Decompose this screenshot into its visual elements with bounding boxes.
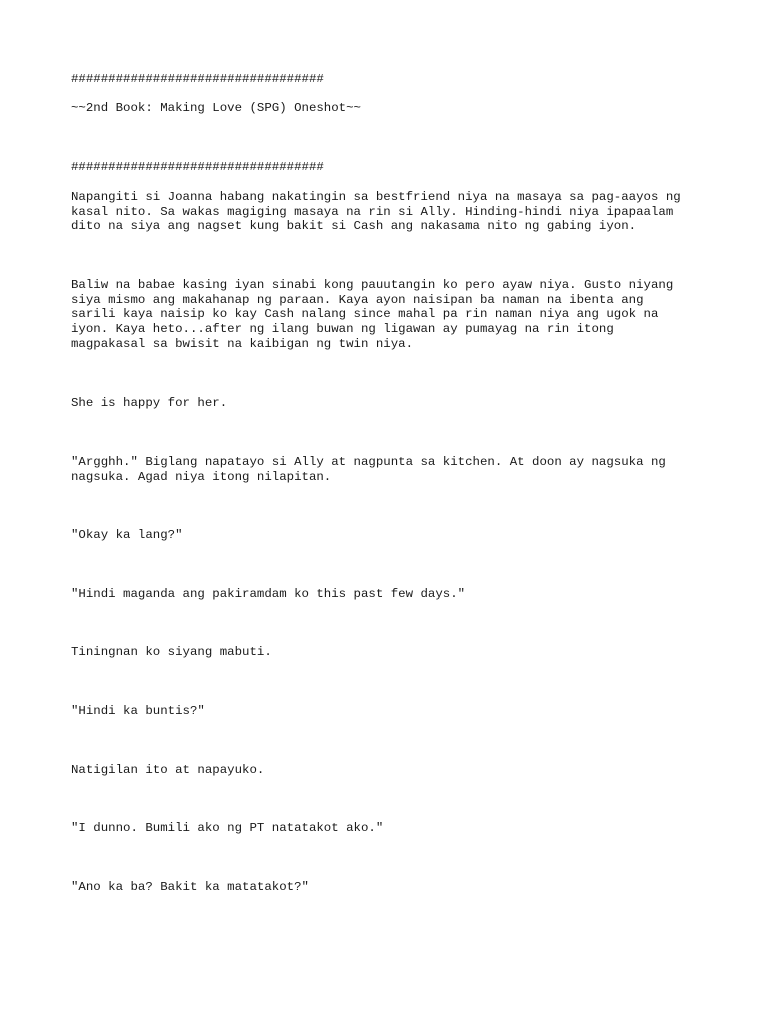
separator-line-top: ##################################: [71, 72, 324, 86]
paragraph: Natigilan ito at napayuko.: [71, 763, 265, 777]
paragraph: Baliw na babae kasing iyan sinabi kong pauutangin ko pero ayaw niya. Gusto niyang siya mismo ang makahanap ng paraan. Kaya ayon naisipan ba naman na ibenta ang sarili kaya naisip ko kay Cash nalang since mahal pa rin naman niya ang ugok na iyon. Kaya heto...after ng ilang buwan ng ligawan ay pumayag na rin itong magpakasal sa bwisit na kaibigan ng twin niya.: [71, 278, 674, 351]
dialogue-line: "Hindi ka buntis?": [71, 704, 205, 718]
paragraph: Tiningnan ko siyang mabuti.: [71, 645, 272, 659]
paragraph: Napangiti si Joanna habang nakatingin sa bestfriend niya na masaya sa pag-aayos ng kasal nito. Sa wakas magiging masaya na rin si Ally. Hinding-hindi niya ipapaalam dito na siya ang nagset kung bakit si Cash ang nakasama nito ng gabing iyon.: [71, 190, 681, 234]
book-title: ~~2nd Book: Making Love (SPG) Oneshot~~: [71, 101, 361, 115]
paragraph: She is happy for her.: [71, 396, 228, 410]
dialogue-line: "Hindi maganda ang pakiramdam ko this past few days.": [71, 587, 466, 601]
dialogue-line: "Okay ka lang?": [71, 528, 183, 542]
dialogue-line: "I dunno. Bumili ako ng PT natatakot ako.": [71, 821, 384, 835]
dialogue-line: "Ano ka ba? Bakit ka matatakot?": [71, 880, 309, 894]
paragraph: "Argghh." Biglang napatayo si Ally at nagpunta sa kitchen. At doon ay nagsuka ng nagsuka. Agad niya itong nilapitan.: [71, 455, 666, 484]
separator-line-bottom: ##################################: [71, 160, 324, 174]
